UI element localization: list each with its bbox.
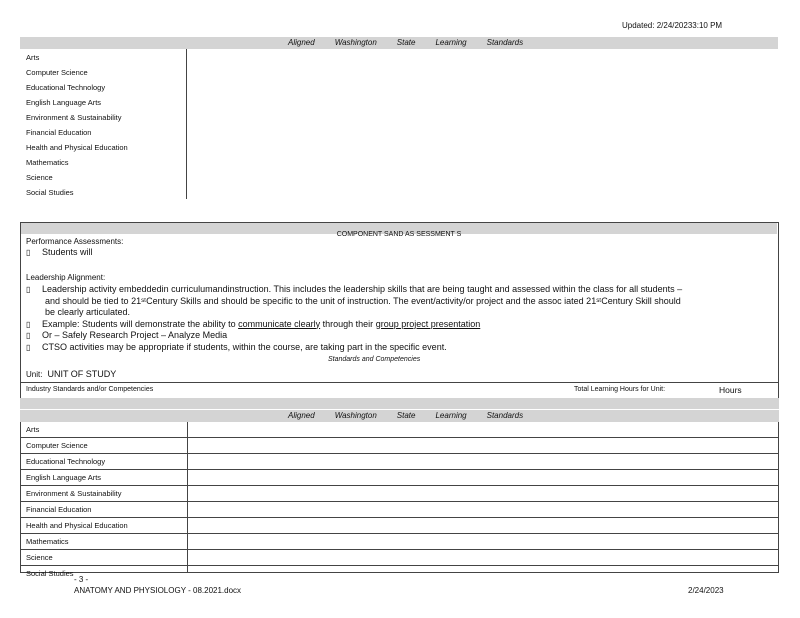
bullet-box-icon: ▯ bbox=[26, 248, 31, 257]
link-group-project: group project presentation bbox=[375, 318, 481, 329]
row-computer-science: Computer Science bbox=[21, 437, 778, 453]
leadership-label: Leadership Alignment: bbox=[26, 273, 106, 282]
link-communicate-clearly: communicate clearly bbox=[238, 318, 321, 329]
subject-arts: Arts bbox=[26, 53, 40, 62]
performance-label: Performance Assessments: bbox=[26, 237, 124, 246]
row-science: Science bbox=[21, 549, 778, 565]
subject-english-language-arts: English Language Arts bbox=[26, 98, 102, 107]
top-subject-list bbox=[21, 50, 185, 200]
bottom-subject-rows bbox=[21, 422, 778, 581]
leadership-text: ▯ Leadership activity embeddedin curriculumandinstruction. This includes the leadership skills that are being taught and assessed within the class for all students – and should be tied to 21ˢᵗCentury Skills and should be specific to the unit of instruction. The event/activity/or project and the assoc iated 21ˢᵗCentury Skill should be clearly articulated. ▯ Example: Students will demonstrate the ability to communicate clearly through their group project presentation ▯ Or – Safely Research Project – Analyze Media ▯ CTSO activities may be appropriate if students, within the course, are taking part in the specific event. bbox=[26, 284, 683, 352]
row-health-pe: Health and Physical Education bbox=[21, 517, 778, 533]
aligned-standards-header-2: Aligned Washington State Learning Standards bbox=[288, 411, 524, 420]
row-educational-technology: Educational Technology bbox=[21, 453, 778, 469]
aligned-standards-header-bar bbox=[20, 37, 778, 49]
row-english-language-arts: English Language Arts bbox=[21, 469, 778, 485]
document-name: ANATOMY AND PHYSIOLOGY - 08.2021.docx bbox=[74, 586, 242, 595]
bottom-table bbox=[20, 422, 779, 578]
row-mathematics: Mathematics bbox=[21, 533, 778, 549]
subject-computer-science: Computer Science bbox=[26, 68, 88, 77]
top-table-divider bbox=[186, 49, 187, 199]
subject-social-studies: Social Studies bbox=[26, 188, 74, 197]
row-financial-education: Financial Education bbox=[21, 501, 778, 517]
subject-environment: Environment & Sustainability bbox=[26, 113, 122, 122]
components-title: COMPONENT SAND AS SESSMENT S bbox=[336, 231, 462, 238]
bullet-box-icon: ▯ bbox=[26, 342, 31, 352]
subject-educational-technology: Educational Technology bbox=[26, 83, 106, 92]
aligned-standards-header: Aligned Washington State Learning Standards bbox=[288, 38, 524, 47]
subject-financial-education: Financial Education bbox=[26, 128, 92, 137]
total-hours-label: Total Learning Hours for Unit: bbox=[574, 386, 666, 393]
row-environment: Environment & Sustainability bbox=[21, 485, 778, 501]
industry-row bbox=[20, 382, 779, 399]
subject-health-pe: Health and Physical Education bbox=[26, 143, 128, 152]
standards-competencies-label: Standards and Competencies bbox=[328, 356, 421, 363]
performance-bullet: ▯ Students will bbox=[26, 247, 93, 257]
unit-line: Unit: UNIT OF STUDY bbox=[26, 369, 117, 379]
page-number: - 3 - bbox=[74, 575, 89, 584]
bullet-box-icon: ▯ bbox=[26, 319, 31, 329]
hours-value: Hours bbox=[719, 385, 742, 395]
bullet-box-icon: ▯ bbox=[26, 285, 31, 294]
updated-timestamp: Updated: 2/24/20233:10 PM bbox=[622, 21, 723, 30]
subject-science: Science bbox=[26, 173, 53, 182]
row-social-studies: Social Studies bbox=[21, 565, 778, 581]
row-arts: Arts bbox=[26, 425, 40, 434]
bullet-box-icon: ▯ bbox=[26, 331, 31, 340]
footer-date: 2/24/2023 bbox=[688, 586, 724, 595]
aligned-standards-header-bar-2 bbox=[20, 410, 779, 422]
unit-value: UNIT OF STUDY bbox=[47, 369, 117, 379]
subject-mathematics: Mathematics bbox=[26, 158, 69, 167]
spacer-bar bbox=[20, 398, 779, 409]
industry-label: Industry Standards and/or Competencies bbox=[26, 386, 154, 393]
components-header-bar bbox=[21, 223, 777, 238]
